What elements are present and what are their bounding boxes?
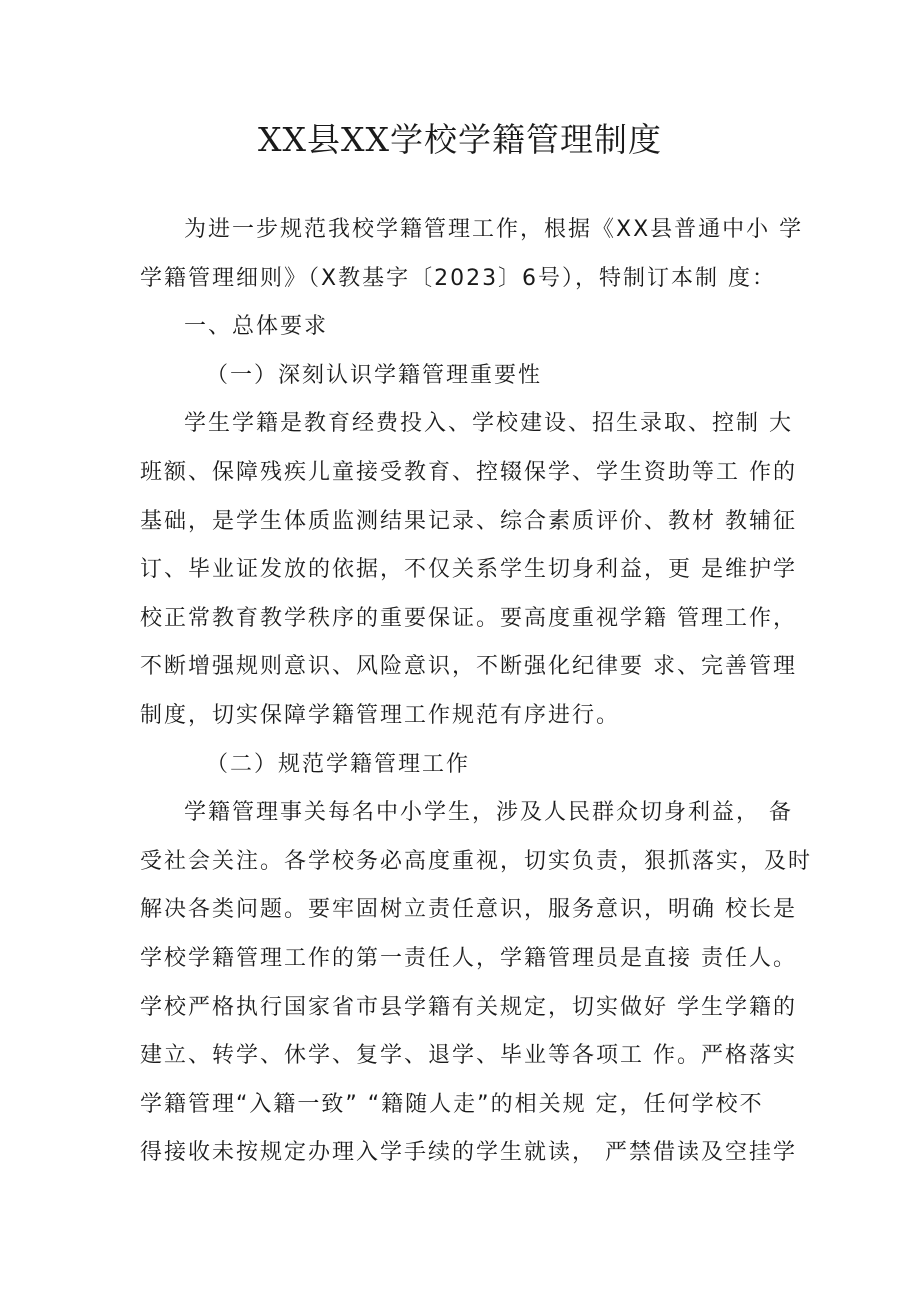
section-heading: 一、总体要求 xyxy=(184,314,329,340)
text-line: 制度，切实保障学籍管理工作规范有序进行。 xyxy=(140,702,621,728)
text-line: 学籍管理事关每名中小学生，涉及人民群众切身利益， 备 xyxy=(184,800,793,826)
paragraph-standardize xyxy=(140,789,813,1178)
paragraph-importance xyxy=(140,400,797,740)
text-line: 订、毕业证发放的依据，不仅关系学生切身利益，更 是维护学 xyxy=(140,557,797,583)
text-line: 不断增强规则意识、风险意识，不断强化纪律要 求、完善管理 xyxy=(140,654,797,680)
text-line: 建立、转学、休学、复学、退学、毕业等各项工 作。严格落实 xyxy=(140,1043,797,1069)
text-line: 为进一步规范我校学籍管理工作，根据《XX县普通中小 学 xyxy=(184,217,804,242)
text-line: 学校学籍管理工作的第一责任人，学籍管理员是直接 责任人。 xyxy=(140,945,797,971)
intro-paragraph xyxy=(140,206,804,303)
text-line: 得接收未按规定办理入学手续的学生就读， 严禁借读及空挂学 xyxy=(140,1140,797,1166)
text-line: 学籍管理细则》（X教基字〔2023〕6号），特制订本制 度： xyxy=(140,265,777,291)
text-line: 学校严格执行国家省市县学籍有关规定，切实做好 学生学籍的 xyxy=(140,994,797,1020)
text-line: 学生学籍是教育经费投入、学校建设、招生录取、控制 大 xyxy=(184,411,793,437)
text-line: 解决各类问题。要牢固树立责任意识，服务意识，明确 校长是 xyxy=(140,897,797,923)
text-line: 班额、保障残疾儿童接受教育、控辍保学、学生资助等工 作的 xyxy=(140,459,797,485)
document-title: XX县XX学校学籍管理制度 xyxy=(258,120,662,159)
subsection-heading: （一）深刻认识学籍管理重要性 xyxy=(206,362,543,388)
subsection-heading: （二）规范学籍管理工作 xyxy=(206,751,471,777)
text-line: 基础，是学生体质监测结果记录、综合素质评价、教材 教辅征 xyxy=(140,508,797,534)
text-line: 学籍管理“入籍一致” “籍随人走”的相关规 定，任何学校不 xyxy=(140,1091,764,1117)
document-body xyxy=(140,206,813,1178)
text-line: 校正常教育教学秩序的重要保证。要高度重视学籍 管理工作， xyxy=(140,605,797,631)
text-line: 受社会关注。各学校务必高度重视，切实负责，狠抓落实，及时 xyxy=(140,848,813,874)
